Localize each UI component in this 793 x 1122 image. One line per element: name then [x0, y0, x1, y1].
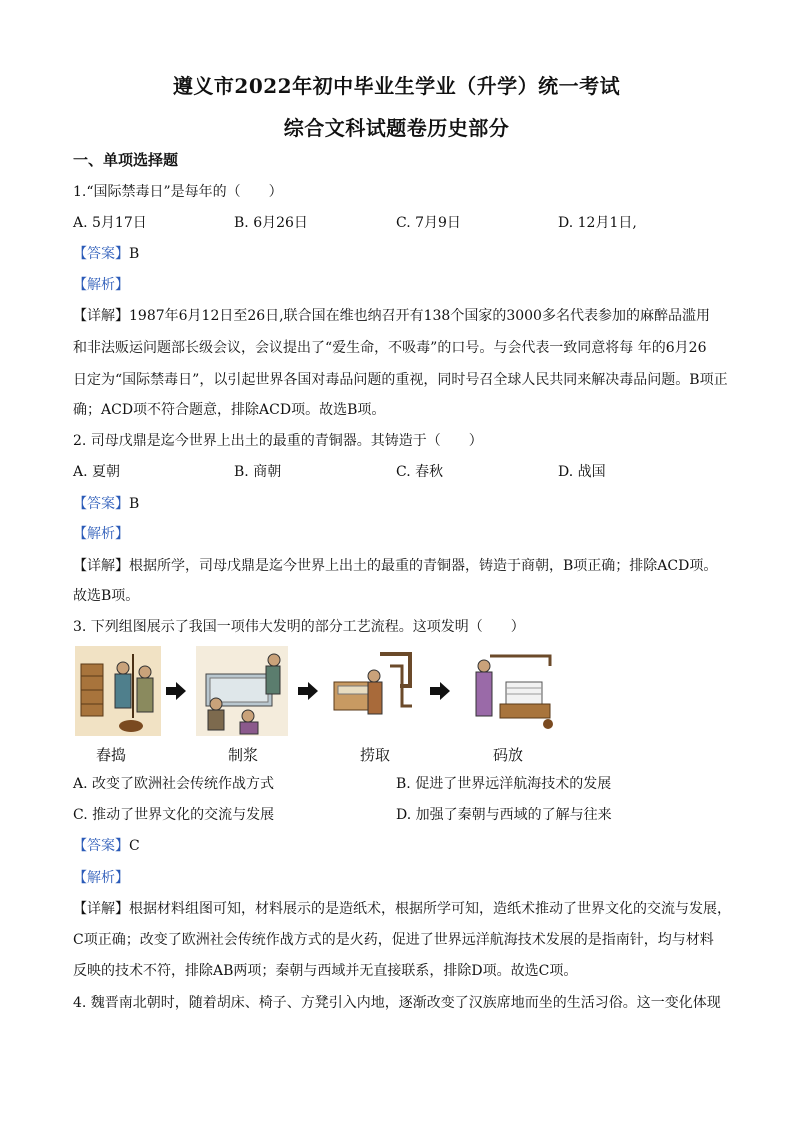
q1-analysis-label: 【解析】	[73, 277, 129, 293]
step-caption: 码放	[493, 746, 524, 764]
q1-option-a: A. 5月17日	[73, 215, 147, 231]
scooping-illustration	[330, 646, 416, 736]
q3-analysis-label: 【解析】	[73, 870, 129, 886]
q2-option-a: A. 夏朝	[73, 464, 121, 480]
q2-detail-line: 故选B项。	[73, 588, 140, 604]
q1-option-b: B. 6月26日	[234, 215, 308, 231]
step-caption: 舂捣	[96, 746, 127, 764]
answer-value: B	[129, 246, 140, 262]
answer-label: 【答案】	[73, 246, 129, 262]
q3-option-a: A. 改变了欧洲社会传统作战方式	[73, 776, 275, 792]
q2-stem: 2. 司母戊鼎是迄今世界上出土的最重的青铜器。其铸造于（ ）	[73, 433, 483, 449]
q3-option-c: C. 推动了世界文化的交流与发展	[73, 807, 275, 823]
q2-option-d: D. 战国	[558, 464, 606, 480]
q3-detail-line: 【详解】根据材料组图可知，材料展示的是造纸术，根据所学可知，造纸术推动了世界文化的交流与发展，	[73, 901, 731, 917]
q3-detail-line: 反映的技术不符，排除AB两项；秦朝与西域并无直接联系，排除D项。故选C项。	[73, 963, 578, 979]
q2-answer	[73, 494, 139, 514]
q4-stem: 4. 魏晋南北朝时，随着胡床、椅子、方凳引入内地，逐渐改变了汉族席地而坐的生活习俗。这一变化体现	[73, 995, 721, 1011]
arrow-right-icon	[166, 682, 186, 700]
q1-detail-line: 日定为“国际禁毒日”，以引起世界各国对毒品问题的重视，同时号召全球人民共同来解决毒品问题。B项正	[73, 372, 728, 388]
q3-stem: 3. 下列组图展示了我国一项伟大发明的部分工艺流程。这项发明（ ）	[73, 619, 525, 635]
q3-answer	[73, 836, 140, 856]
answer-value: C	[129, 838, 140, 854]
pounding-illustration	[75, 646, 161, 736]
stacking-illustration	[460, 646, 556, 736]
q1-stem: 1.“国际禁毒日”是每年的（ ）	[73, 184, 283, 200]
q2-option-c: C. 春秋	[396, 464, 444, 480]
pulping-illustration	[196, 646, 288, 736]
q1-answer	[73, 244, 139, 264]
q2-analysis-label: 【解析】	[73, 526, 129, 542]
q3-option-b: B. 促进了世界远洋航海技术的发展	[396, 776, 612, 792]
q3-option-d: D. 加强了秦朝与西域的了解与往来	[396, 807, 612, 823]
section-title: 一、单项选择题	[73, 151, 179, 169]
q2-detail-line: 【详解】根据所学，司母戊鼎是迄今世界上出土的最重的青铜器，铸造于商朝，B项正确；排除ACD项。	[73, 558, 718, 574]
q3-detail-line: C项正确；改变了欧洲社会传统作战方式的是火药，促进了世界远洋航海技术发展的是指南针，均与材料	[73, 932, 714, 948]
exam-title: 遵义市2022年初中毕业生学业（升学）统一考试	[172, 74, 621, 98]
q1-detail-line: 和非法贩运问题部长级会议，会议提出了“爱生命，不吸毒”的口号。与会代表一致同意将每 年的6月26	[73, 340, 707, 356]
answer-value: B	[129, 496, 140, 512]
step-caption: 制浆	[228, 746, 259, 764]
answer-label: 【答案】	[73, 496, 129, 512]
answer-label: 【答案】	[73, 838, 129, 854]
q1-detail-line: 【详解】1987年6月12日至26日,联合国在维也纳召开有138个国家的3000多名代表参加的麻醉品滥用	[73, 308, 710, 324]
step-caption: 捞取	[360, 746, 391, 764]
exam-subtitle: 综合文科试题卷历史部分	[283, 116, 510, 140]
arrow-right-icon	[430, 682, 450, 700]
q1-detail-line: 确；ACD项不符合题意，排除ACD项。故选B项。	[73, 402, 386, 418]
q2-option-b: B. 商朝	[234, 464, 282, 480]
arrow-right-icon	[298, 682, 318, 700]
q1-option-c: C. 7月9日	[396, 215, 461, 231]
q1-option-d: D. 12月1日,	[558, 215, 637, 231]
